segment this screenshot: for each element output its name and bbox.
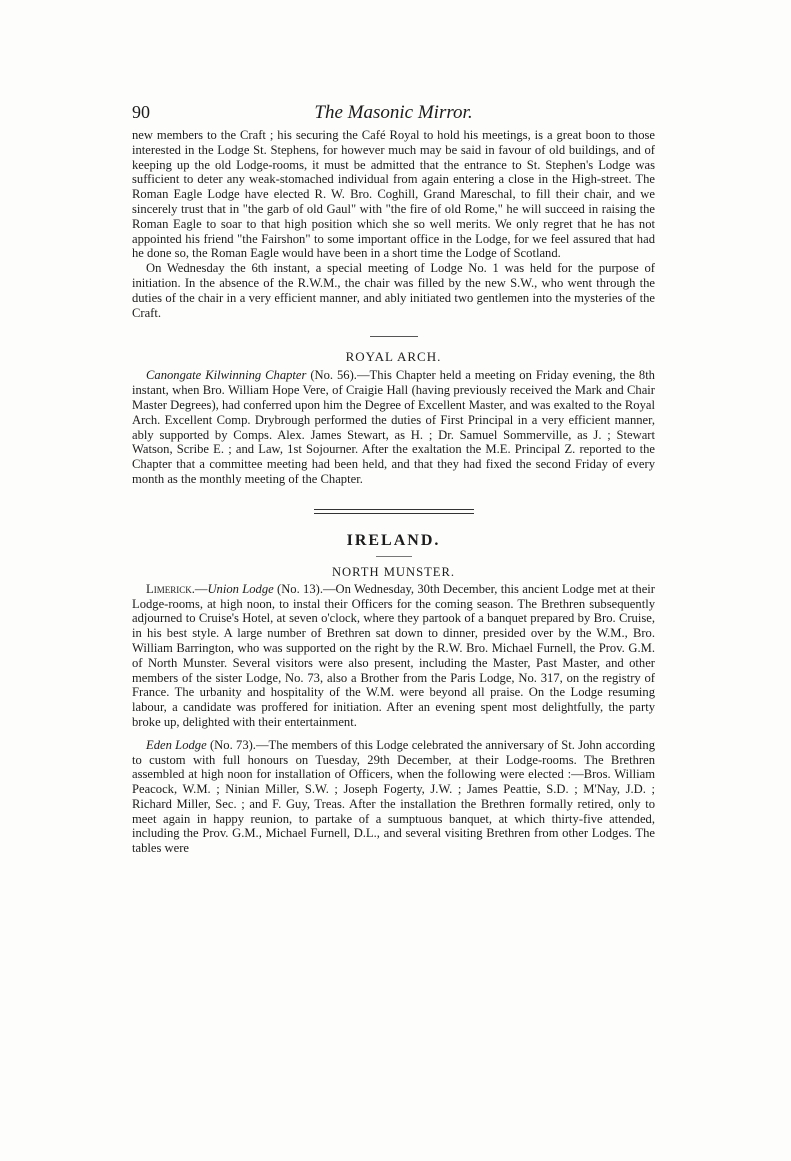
section-divider [370, 336, 418, 337]
page [132, 102, 655, 856]
double-rule-divider [314, 509, 474, 514]
north-munster-heading: NORTH MUNSTER. [331, 564, 456, 579]
page-number: 90 [132, 102, 150, 122]
limerick-place: Limerick. [146, 581, 195, 596]
limerick-lead: Union Lodge [207, 581, 274, 596]
royal-arch-text: (No. 56).—This Chapter held a meeting on Friday evening, the 8th instant, when Bro. William Hope Vere, of Craigie Hall (having previously received the Mark and Chair Master Degrees), had conferred upon him the Degree of Excellent Master, and was exalted to the Royal Arch. Excellent Comp. Drybrough performed the duties of First Principal in a very efficient manner, ably supported by Comps. Alex. James Stewart, as H. ; Dr. Samuel Sommerville, as J. ; Stewart Watson, Scribe E. ; and Law, 1st Sojourner. After the exaltation the M.E. Principal Z. reported to the Chapter that a committee meeting had been held, and that they had fixed the second Friday of every month as the monthly meeting of the Chapter. [132, 368, 655, 486]
ireland-divider [376, 556, 412, 557]
eden-text: (No. 73).—The members of this Lodge celebrated the anniversary of St. John according to custom with full honours on Tuesday, 29th December, at their Lodge-rooms. The Brethren assembled at high noon for installation of Officers, when the following were elected :—Bros. William Peacock, W.M. ; Ninian Miller, S.W. ; Joseph Fogerty, J.W. ; James Peattie, S.D. ; M'Nay, J.D. ; Richard Miller, Sec. ; and F. Guy, Treas. After the installation the Brethren formally retired, only to meet again in happy reunion, to partake of a sumptuous banquet, at which thirty-five attended, including the Prov. G.M., Michael Furnell, D.L., and several visiting Brethren from other Lodges. The tables were [132, 737, 655, 856]
ireland-title: IRELAND. [346, 531, 441, 549]
page-header [132, 102, 655, 128]
eden-paragraph [132, 738, 655, 856]
royal-arch-heading: ROYAL ARCH. [345, 349, 442, 365]
limerick-paragraph: Limerick.—Union Lodge (No. 13).—On Wednesday, 30th December, this ancient Lodge met at their Lodge-rooms, at high noon, to instal their Officers for the coming season. The Brethren subsequently adjourned to Cruise's Hotel, at seven o'clock, where they partook of a banquet prepared by Bro. Cruise, in his best style. A large number of Brethren sat down to dinner, presided over by the W.M., Bro. William Barrington, who was supported on the right by the R.W. Bro. Michael Furnell, the Prov. G.M. of North Munster. Several visitors were also present, including the Master, Past Master, and other members of the sister Lodge, No. 73, also a Brother from the Paris Lodge, No. 317, on the registry of France. The urbanity and hospitality of the W.M. were beyond all praise. On the Lodge resuming labour, a candidate was proffered for initiation. After an evening spent most delightfully, the party broke up, delighted with their entertainment. [132, 581, 655, 729]
running-title: The Masonic Mirror. [314, 102, 473, 123]
eden-lead: Eden Lodge [146, 737, 207, 752]
intro-paragraph-2: On Wednesday the 6th instant, a special meeting of Lodge No. 1 was held for the purpose of initiation. In the absence of the R.W.M., the chair was filled by the new S.W., who went through the duties of the chair in a very efficient manner, and ably initiated two gentlemen into the mysteries of the Craft. [132, 261, 655, 320]
royal-arch-lead: Canongate Kilwinning Chapter [146, 368, 307, 383]
royal-arch-paragraph [132, 368, 655, 486]
limerick-text: (No. 13).—On Wednesday, 30th December, this ancient Lodge met at their Lodge-rooms, at high noon, to instal their Officers for the coming season. The Brethren subsequently adjourned to Cruise's Hotel, at seven o'clock, where they partook of a banquet prepared by Bro. Cruise, in his best style. A large number of Brethren sat down to dinner, presided over by the W.M., Bro. William Barrington, who was supported on the right by the R.W. Bro. Michael Furnell, the Prov. G.M. of North Munster. Several visitors were also present, including the Master, Past Master, and other members of the sister Lodge, No. 73, also a Brother from the Paris Lodge, No. 317, on the registry of France. The urbanity and hospitality of the W.M. were beyond all praise. On the Lodge resuming labour, a candidate was proffered for initiation. After an evening spent most delightfully, the party broke up, delighted with their entertainment. [132, 581, 655, 729]
intro-paragraph-1: new members to the Craft ; his securing the Café Royal to hold his meetings, is a great boon to those interested in the Lodge St. Stephens, for however much may be said in favour of old buildings, and of keeping up the old Lodge-rooms, it must be admitted that the entrance to St. Stephen's Lodge was sufficient to deter any weak-stomached individual from again entering a close in the High-street. The Roman Eagle Lodge have elected R. W. Bro. Coghill, Grand Mareschal, to fill their chair, and we sincerely trust that in "the garb of old Gaul" with "the fire of old Rome," he will succeed in raising the Roman Eagle to soar to that high position which she so well merits. We only regret that he has not appointed his friend "the Fairshon" to some important office in the Lodge, for we feel assured that had he done so, the Roman Eagle would have been in a short time the Lodge of Scotland. [132, 128, 655, 261]
